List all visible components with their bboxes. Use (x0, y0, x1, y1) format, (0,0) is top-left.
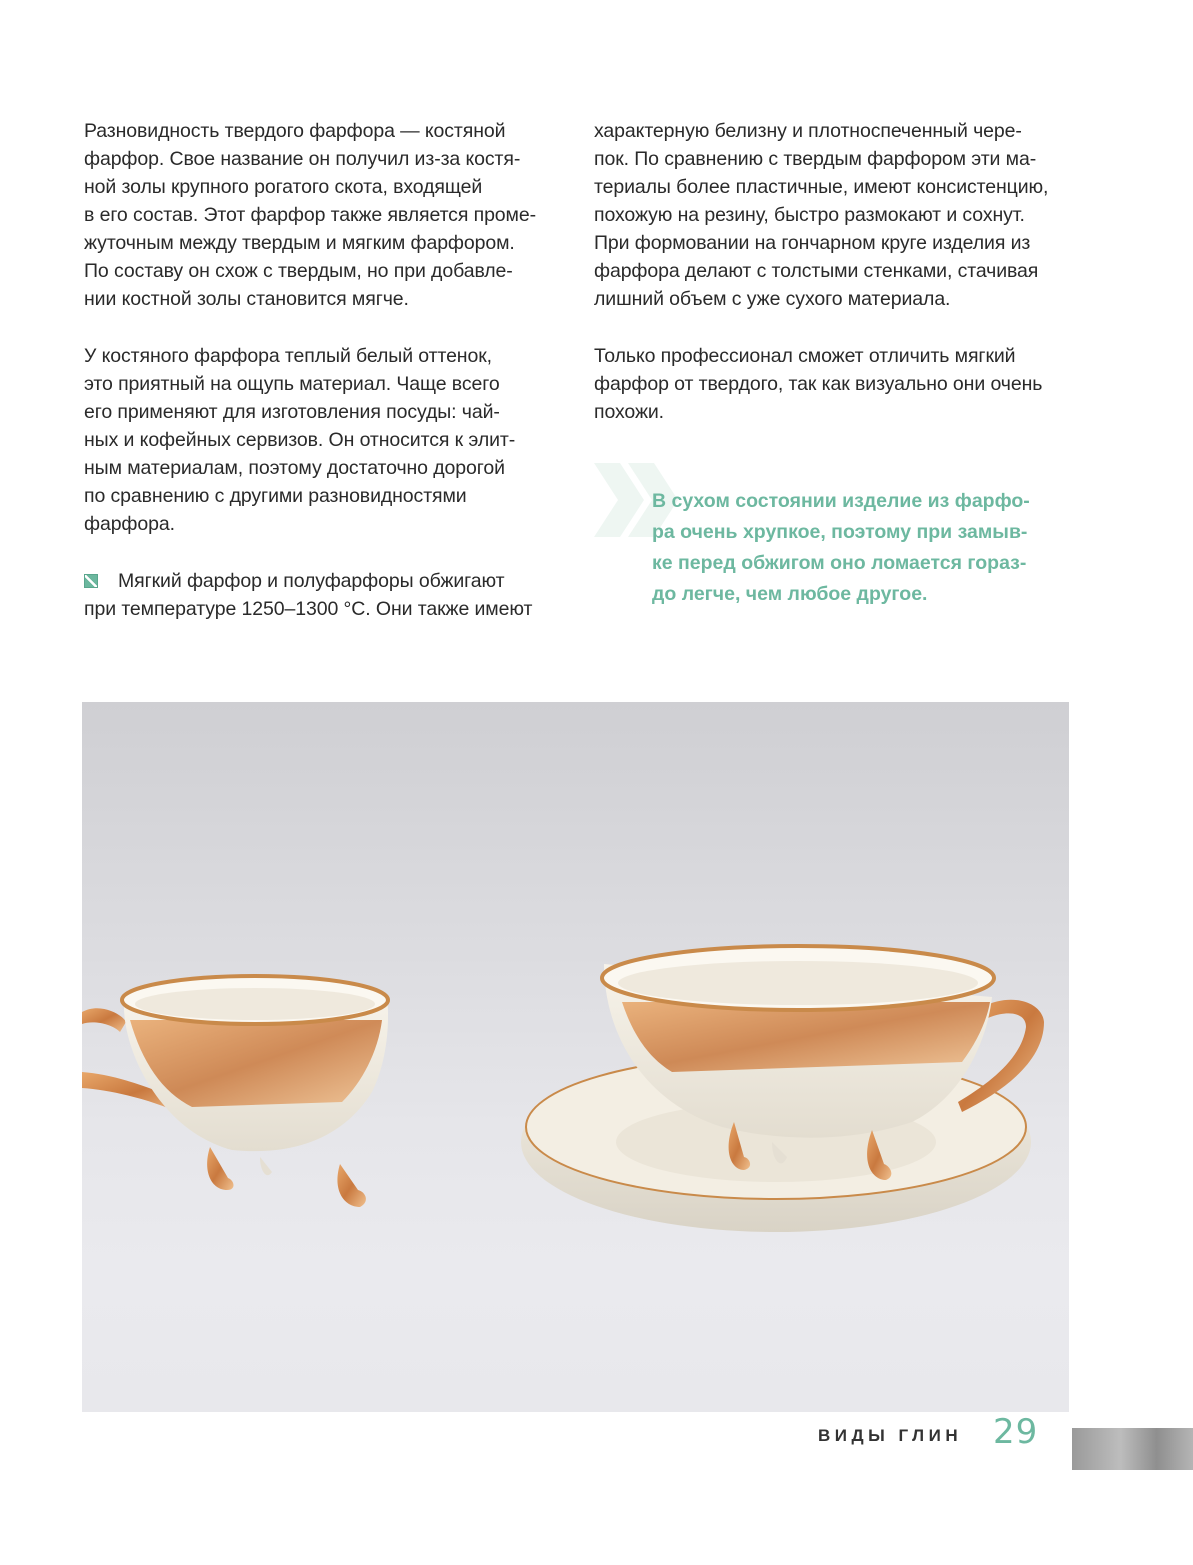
left-paragraph-2: У костяного фарфора теплый белый оттенок, это приятный на ощупь материал. Чаще всего его применяют для изготовления посуды: чай- ных и кофейных сервизов. Он относится к элит- ным материалам, поэтому достаточно дорогой по сравнению с другими разновидностями фарфора. (84, 345, 516, 535)
bullet-icon (84, 574, 98, 588)
right-column (594, 117, 1084, 426)
left-teacup (82, 976, 388, 1207)
footer-decorative-tab (1072, 1428, 1193, 1470)
right-paragraph-2: Только профессионал сможет отличить мягкий фарфор от твердого, так как визуально они очень похожи. (594, 345, 1043, 423)
teacups-photo (82, 702, 1069, 1412)
left-column (84, 117, 562, 623)
left-paragraph-1: Разновидность твердого фарфора — костяной фарфор. Свое название он получил из-за костя- ной золы крупного рогатого скота, входящей в его состав. Этот фарфор также является проме- жуточным между твердым и мягким фарфором. По составу он схож с твердым, но при добавле- нии костной золы становится мягче. (84, 120, 536, 310)
right-paragraph-1: характерную белизну и плотноспеченный чере- пок. По сравнению с твердым фарфором эти ма- териалы более пластичные, имеют консистенцию, похожую на резину, быстро размокают и сохнут. При формовании на гончарном круге изделия из фарфора делают с толстыми стенками, стачивая лишний объем с уже сухого материала. (594, 120, 1049, 310)
page-number: 29 (993, 1412, 1039, 1452)
teacups-illustration (82, 702, 1069, 1412)
callout-quote: В сухом состоянии изделие из фарфо- ра очень хрупкое, поэтому при замыв- ке перед обжигом оно ломается гораз- до легче, чем любое другое. (652, 490, 1030, 605)
left-paragraph-3: Мягкий фарфор и полуфарфоры обжигают при температуре 1250–1300 °C. Они также имеют (84, 570, 533, 620)
footer-section-title: ВИДЫ ГЛИН (818, 1426, 963, 1445)
